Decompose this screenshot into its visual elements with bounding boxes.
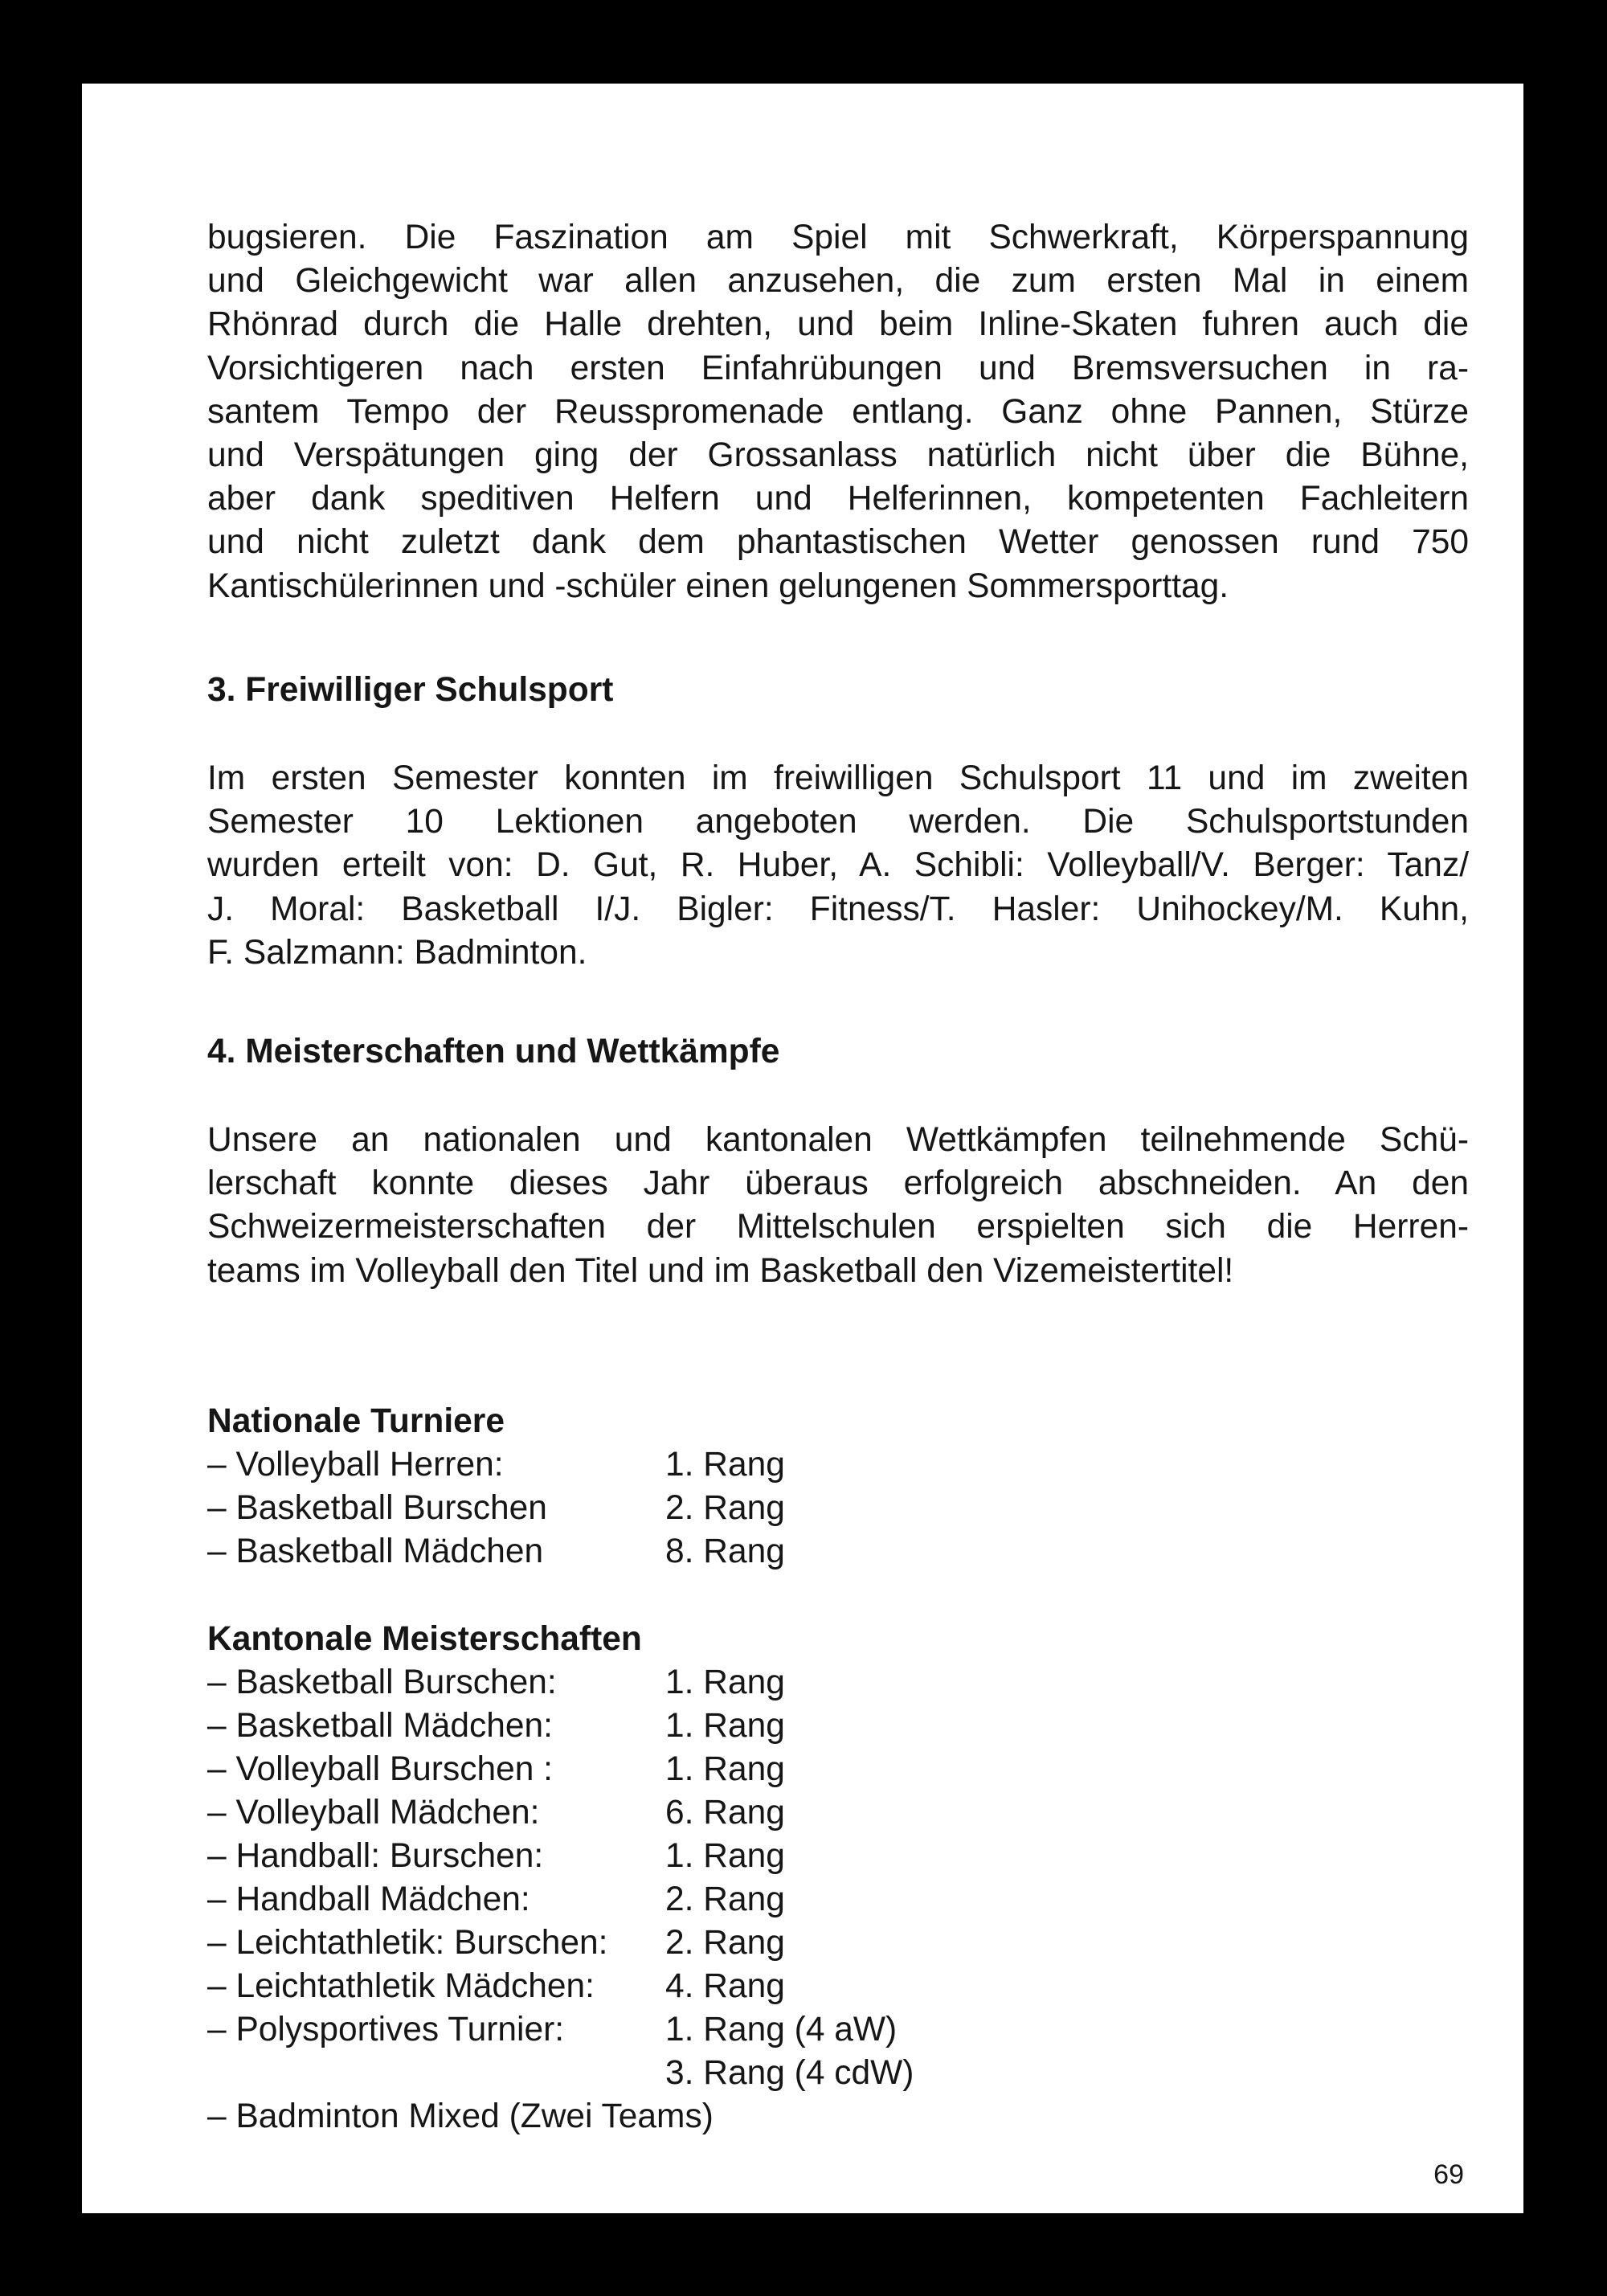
result-rank: 1. Rang — [665, 1750, 785, 1788]
result-row — [207, 1922, 914, 1965]
result-rank: 1. Rang — [665, 1837, 785, 1875]
text-line: lerschaft konnte dieses Jahr überaus erfolgreich abschneiden. An den — [207, 1164, 1469, 1203]
result-label — [207, 2052, 665, 2095]
result-row — [207, 1487, 785, 1530]
text-line: Im ersten Semester konnten im freiwilligen Schulsport 11 und im zweiten — [207, 759, 1469, 797]
result-label: – Basketball Mädchen: — [207, 1707, 553, 1745]
text-line: teams im Volleyball den Titel und im Basketball den Vizemeistertitel! — [207, 1251, 1234, 1290]
result-row — [207, 1878, 914, 1922]
result-label: – Handball Mädchen: — [207, 1881, 530, 1918]
result-rank: 2. Rang — [665, 1489, 785, 1527]
text-line: F. Salzmann: Badminton. — [207, 933, 587, 972]
result-row — [207, 2052, 914, 2095]
text-line: Vorsichtigeren nach ersten Einfahrübungen und Bremsversuchen in ra- — [207, 349, 1469, 387]
result-row — [207, 2008, 914, 2052]
page-number: 69 — [1433, 2159, 1464, 2190]
text-line: und Gleichgewicht war allen anzusehen, die zum ersten Mal in einem — [207, 262, 1469, 301]
cantonal-championships-list — [207, 1618, 914, 2095]
text-line: und Verspätungen ging der Grossanlass natürlich nicht über die Bühne, — [207, 436, 1469, 475]
result-row — [207, 1748, 914, 1791]
result-label: – Volleyball Burschen : — [207, 1750, 553, 1788]
text-line: aber dank speditiven Helfern und Helferinnen, kompetenten Fachleitern — [207, 480, 1469, 518]
section-4-paragraph — [207, 1119, 1469, 1293]
national-tournaments-title: Nationale Turniere — [207, 1402, 505, 1440]
result-row — [207, 1791, 914, 1835]
section-3-heading: 3. Freiwilliger Schulsport — [207, 671, 614, 709]
result-rank: 1. Rang (4 aW) — [665, 2011, 898, 2048]
result-label: – Polysportives Turnier: — [207, 2011, 565, 2048]
text-line: Kantischülerinnen und -schüler einen gelungenen Sommersporttag. — [207, 567, 1229, 605]
text-line: und nicht zuletzt dank dem phantastischen Wetter genossen rund 750 — [207, 523, 1469, 562]
result-label: – Leichtathletik: Burschen: — [207, 1924, 608, 1962]
section-3-paragraph — [207, 757, 1469, 975]
text-line: Semester 10 Lektionen angeboten werden. Die Schulsportstunden — [207, 803, 1469, 841]
result-rank: 2. Rang — [665, 1924, 785, 1962]
result-row — [207, 1530, 785, 1574]
section-4-heading: 4. Meisterschaften und Wettkämpfe — [207, 1033, 780, 1070]
result-rank: 6. Rang — [665, 1794, 785, 1831]
result-row — [207, 1443, 785, 1487]
result-rank: 1. Rang — [665, 1707, 785, 1745]
result-row — [207, 1661, 914, 1705]
text-line: wurden erteilt von: D. Gut, R. Huber, A. Schibli: Volleyball/V. Berger: Tanz/ — [207, 846, 1469, 885]
result-row — [207, 1705, 914, 1748]
result-rank: 4. Rang — [665, 1967, 785, 2005]
result-label: – Leichtathletik Mädchen: — [207, 1967, 595, 2005]
result-label: – Handball: Burschen: — [207, 1837, 544, 1875]
text-line: santem Tempo der Reusspromenade entlang. Ganz ohne Pannen, Stürze — [207, 392, 1469, 431]
result-rank: 1. Rang — [665, 1664, 785, 1701]
text-line: Rhönrad durch die Halle drehten, und beim Inline-Skaten fuhren auch die — [207, 305, 1469, 344]
badminton-line: – Badminton Mixed (Zwei Teams) — [207, 2098, 714, 2135]
result-rank: 8. Rang — [665, 1533, 785, 1570]
cantonal-championships-title: Kantonale Meisterschaften — [207, 1620, 642, 1658]
national-tournaments-list — [207, 1400, 785, 1574]
intro-paragraph — [207, 216, 1469, 608]
result-rank: 2. Rang — [665, 1881, 785, 1918]
result-rank: 3. Rang (4 cdW) — [665, 2054, 914, 2092]
result-label: – Basketball Mädchen — [207, 1533, 544, 1570]
text-line: bugsieren. Die Faszination am Spiel mit Schwerkraft, Körperspannung — [207, 219, 1469, 256]
result-label: – Basketball Burschen: — [207, 1664, 557, 1701]
text-line: Unsere an nationalen und kantonalen Wettkämpfen teilnehmende Schü- — [207, 1121, 1469, 1159]
result-rank: 1. Rang — [665, 1446, 785, 1484]
result-row — [207, 1835, 914, 1878]
text-line: J. Moral: Basketball I/J. Bigler: Fitness/T. Hasler: Unihockey/M. Kuhn, — [207, 890, 1469, 928]
result-label: – Basketball Burschen — [207, 1489, 547, 1527]
result-label: – Volleyball Herren: — [207, 1446, 504, 1484]
result-label: – Volleyball Mädchen: — [207, 1794, 540, 1831]
text-line: Schweizermeisterschaften der Mittelschulen erspielten sich die Herren- — [207, 1208, 1469, 1246]
result-row — [207, 1965, 914, 2008]
document-page — [82, 84, 1523, 2213]
